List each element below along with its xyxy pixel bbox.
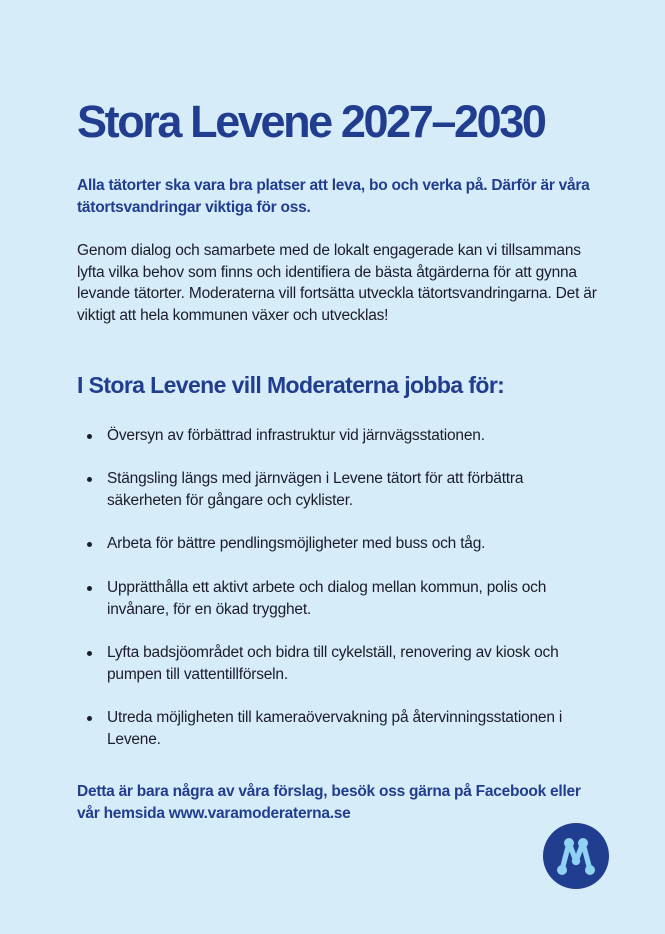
bullet-dot	[87, 542, 92, 547]
list-item-text: Stängsling längs med järnvägen i Levene tätort för att förbättra säkerheten för gångare och cyklister.	[107, 470, 524, 509]
bullet-dot	[87, 586, 92, 591]
bullet-dot	[87, 651, 92, 656]
m-logo-mark-icon	[543, 823, 609, 889]
section-heading: I Stora Levene vill Moderaterna jobba för:	[77, 372, 505, 398]
moderaterna-logo-icon	[543, 823, 609, 889]
list-item-text: Arbeta för bättre pendlingsmöjligheter med buss och tåg.	[107, 535, 486, 552]
list-item-text: Upprätthålla ett aktivt arbete och dialog mellan kommun, polis och invånare, för en ökad trygghet.	[107, 579, 547, 618]
body-paragraph: Genom dialog och samarbete med de lokalt engagerade kan vi tillsammans lyfta vilka behov som finns och identifiera de bästa åtgärderna för att gynna levande tätorter. Moderaterna vill fortsätta utveckla tätortsvandringarna. Det är viktigt att hela kommunen växer och utvecklas!	[77, 242, 597, 324]
list-item-text: Lyfta badsjöområdet och bidra till cykelställ, renovering av kiosk och pumpen till vattentillförseln.	[107, 644, 559, 683]
list-item-text: Översyn av förbättrad infrastruktur vid järnvägsstationen.	[107, 427, 485, 444]
page-title: Stora Levene 2027–2030	[77, 96, 545, 147]
list-item-text: Utreda möjligheten till kameraövervakning på återvinningsstationen i Levene.	[107, 709, 563, 748]
bullet-dot	[87, 477, 92, 482]
closing-paragraph: Detta är bara några av våra förslag, besök oss gärna på Facebook eller vår hemsida www.varamoderaterna.se	[77, 783, 581, 822]
bullet-dot	[87, 716, 92, 721]
lead-paragraph: Alla tätorter ska vara bra platser att leva, bo och verka på. Därför är våra tätortsvandringar viktiga för oss.	[77, 177, 590, 216]
bullet-dot	[87, 434, 92, 439]
